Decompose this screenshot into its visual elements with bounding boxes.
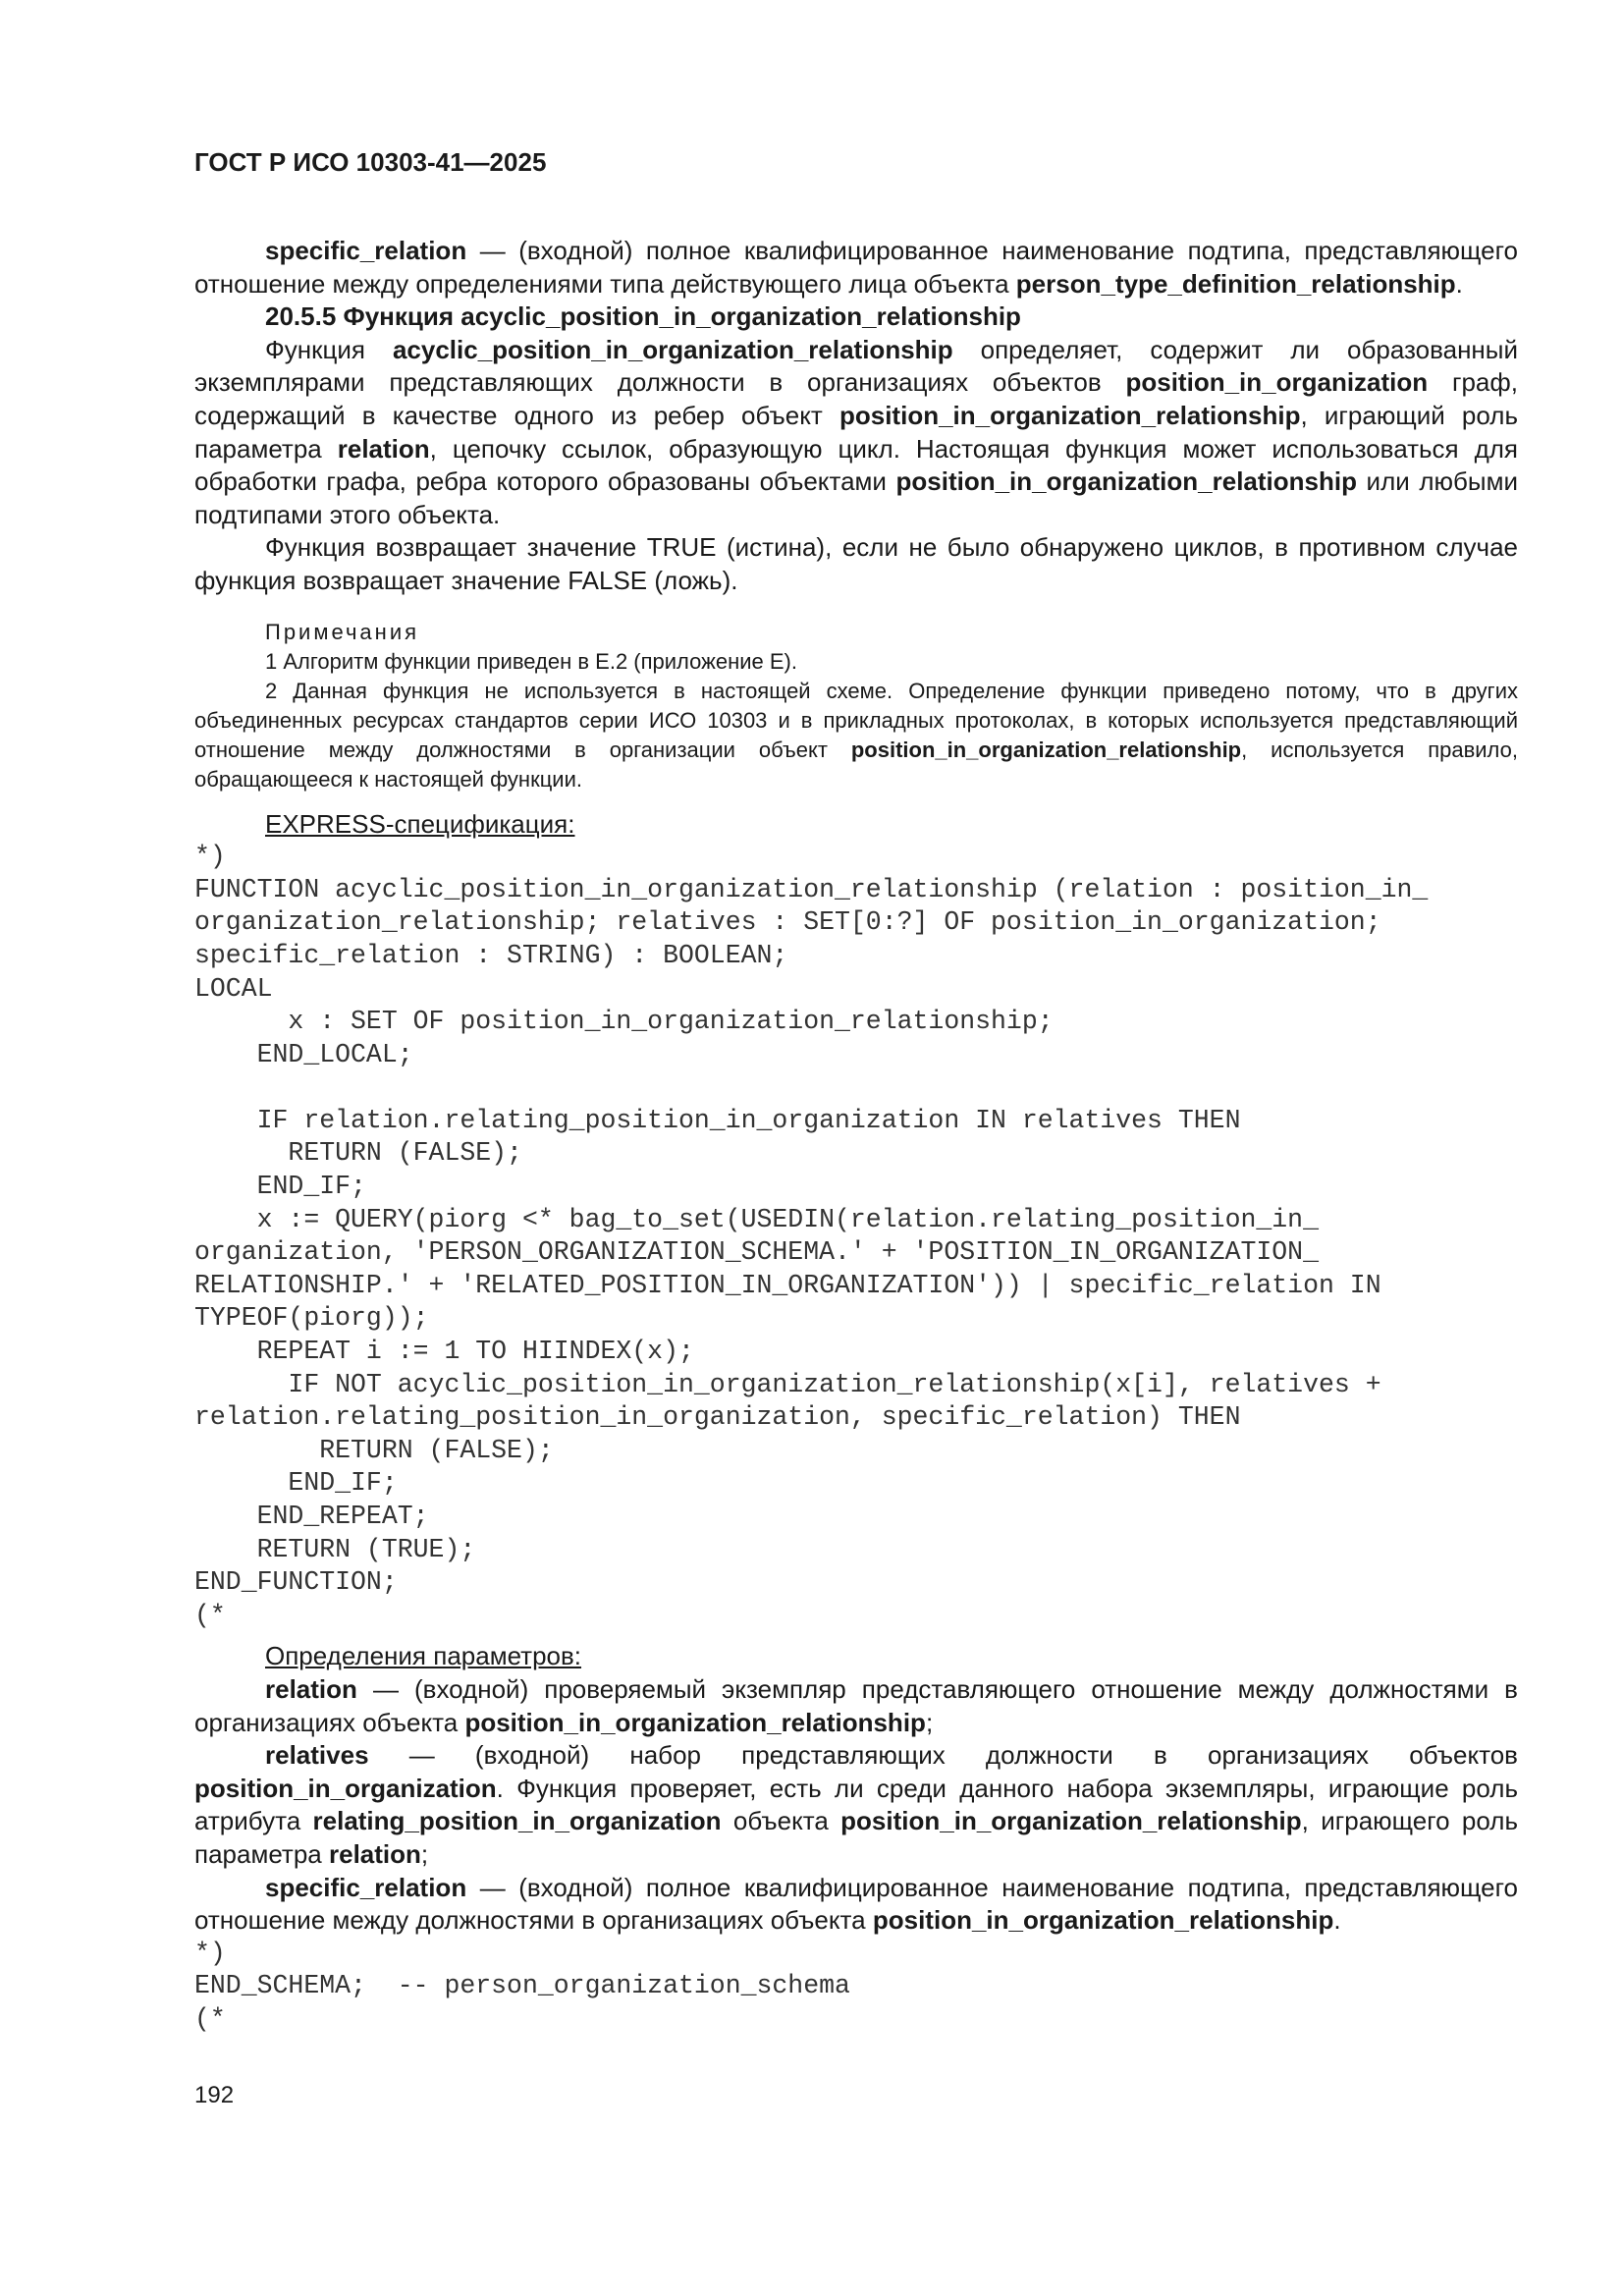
para2-b5: position_in_organization_relationship — [895, 466, 1357, 497]
param-relatives-b2: position_in_organization — [194, 1773, 497, 1803]
page-number: 192 — [194, 2082, 235, 2108]
note2-t1: 2 Данная функция не используется в настоящей схеме. Определение функции приведено потому, что в других объединенных ресурсах стандартов серии ИСО 10303 и в прикладных протоколах, в которых используется представляющий отношение между должностями в организации объект — [194, 678, 1518, 762]
param-relation — [194, 1673, 1518, 1739]
param-relatives-t2: . Функция проверяет, есть ли среди данного набора экземпляры, играющие роль атрибута — [194, 1773, 1518, 1836]
paragraph-function-description — [194, 334, 1518, 532]
param-specific-entity: position_in_organization_relationship — [872, 1905, 1334, 1936]
notes-title: Примечания — [265, 619, 420, 644]
param-relatives-b5: relation — [328, 1838, 421, 1869]
para2-t5: , цепочку ссылок, образующую цикл. Настоящая функция может использоваться для обработки графа, ребра которого образованы объектами — [194, 433, 1518, 497]
param-relatives-t1: — (входной) набор представляющих должности в организациях объектов — [368, 1740, 1518, 1771]
para2-t2: определяет, содержит ли образованный экземплярами представляющих должности в организациях объектов — [194, 334, 1518, 398]
param-specific-term: specific_relation — [265, 1872, 467, 1902]
param-relation-t1: — (входной) проверяемый экземпляр представляющего отношение между должностями в организациях объекта — [194, 1673, 1518, 1737]
section-title: 20.5.5 Функция acyclic_position_in_organization_relationship — [265, 301, 1021, 332]
param-specific-t2: . — [1333, 1905, 1341, 1936]
para2-b2: position_in_organization — [1125, 367, 1429, 398]
para2-b1: acyclic_position_in_organization_relationship — [392, 334, 953, 364]
param-specific-relation — [194, 1872, 1518, 1938]
notes-block — [194, 618, 1518, 794]
note2-entity: position_in_organization_relationship — [850, 737, 1242, 762]
note-1: 1 Алгоритм функции приведен в Е.2 (приложение Е). — [265, 648, 797, 674]
express-code-end: *) END_SCHEMA; -- person_organization_schema (* — [194, 1938, 850, 2034]
note-2 — [194, 677, 1518, 794]
express-code-block: *) FUNCTION acyclic_position_in_organization_relationship (relation : position_in_ organization_relationship; relatives : SET[0:?] OF position_in_organization; specific_relation : STRING) : BOOLEAN; LOCAL x : SET OF position_in_organization_relationship; END_LOCAL; IF relation.relating_position_in_organization IN relatives THEN RETURN (FALSE); END_IF; x := QUERY(piorg <* bag_to_set(USEDIN(relation.relating_position_in_ organization, 'PERSON_ORGANIZATION_SCHEMA.' + 'POSITION_IN_ORGANIZATION_ RELATIONSHIP.' + 'RELATED_POSITION_IN_ORGANIZATION')) | specific_relation IN TYPEOF(piorg)); REPEAT i := 1 TO HIINDEX(x); IF NOT acyclic_position_in_organization_relationship(x[i], relatives + relation.relating_position_in_organization, specific_relation) THEN RETURN (FALSE); END_IF; END_REPEAT; RETURN (TRUE); END_FUNCTION; (* — [194, 842, 1429, 1630]
para1-entity: person_type_definition_relationship — [1015, 268, 1456, 299]
para1-text2: . — [1455, 268, 1463, 299]
document-header: ГОСТ Р ИСО 10303-41—2025 — [194, 147, 547, 177]
params-label: Определения параметров: — [265, 1641, 582, 1671]
paragraph-specific-relation — [194, 235, 1518, 301]
param-relation-t2: ; — [925, 1707, 934, 1737]
note2-t2: , используется правило, обращающееся к настоящей функции. — [194, 737, 1518, 792]
param-relatives-t3: объекта — [721, 1806, 841, 1836]
para2-t4: , играющий роль параметра — [194, 400, 1518, 464]
document-page — [194, 147, 1518, 2037]
para2-b3: position_in_organization_relationship — [839, 400, 1301, 430]
para2-t3: граф, содержащий в качестве одного из ребер объект — [194, 367, 1518, 430]
param-relation-entity: position_in_organization_relationship — [464, 1707, 926, 1737]
param-specific-t1: — (входной) полное квалифицированное наименование подтипа, представляющего отношение между должностями в организациях объекта — [194, 1872, 1518, 1936]
param-relatives-t5: ; — [420, 1838, 429, 1869]
para2-t6: или любыми подтипами этого объекта. — [194, 466, 1518, 529]
param-relatives-b3: relating_position_in_organization — [312, 1806, 722, 1836]
param-relatives-b4: position_in_organization_relationship — [840, 1806, 1302, 1836]
term-specific-relation: specific_relation — [265, 236, 467, 265]
para1-text1: — (входной) полное квалифицированное наименование подтипа, представляющего отношение между определениями типа действующего лица объекта — [194, 236, 1518, 299]
express-spec-label: EXPRESS-спецификация: — [265, 808, 575, 839]
param-relation-term: relation — [265, 1673, 357, 1704]
para2-b4: relation — [337, 433, 430, 464]
paragraph-return-value: Функция возвращает значение TRUE (истина), если не было обнаружено циклов, в противном случае функция возвращает значение FALSE (ложь). — [194, 532, 1518, 595]
param-relatives-term: relatives — [265, 1740, 369, 1771]
param-relatives — [194, 1739, 1518, 1871]
para2-t1: Функция — [265, 334, 393, 364]
param-relatives-t4: , играющего роль параметра — [194, 1806, 1518, 1869]
